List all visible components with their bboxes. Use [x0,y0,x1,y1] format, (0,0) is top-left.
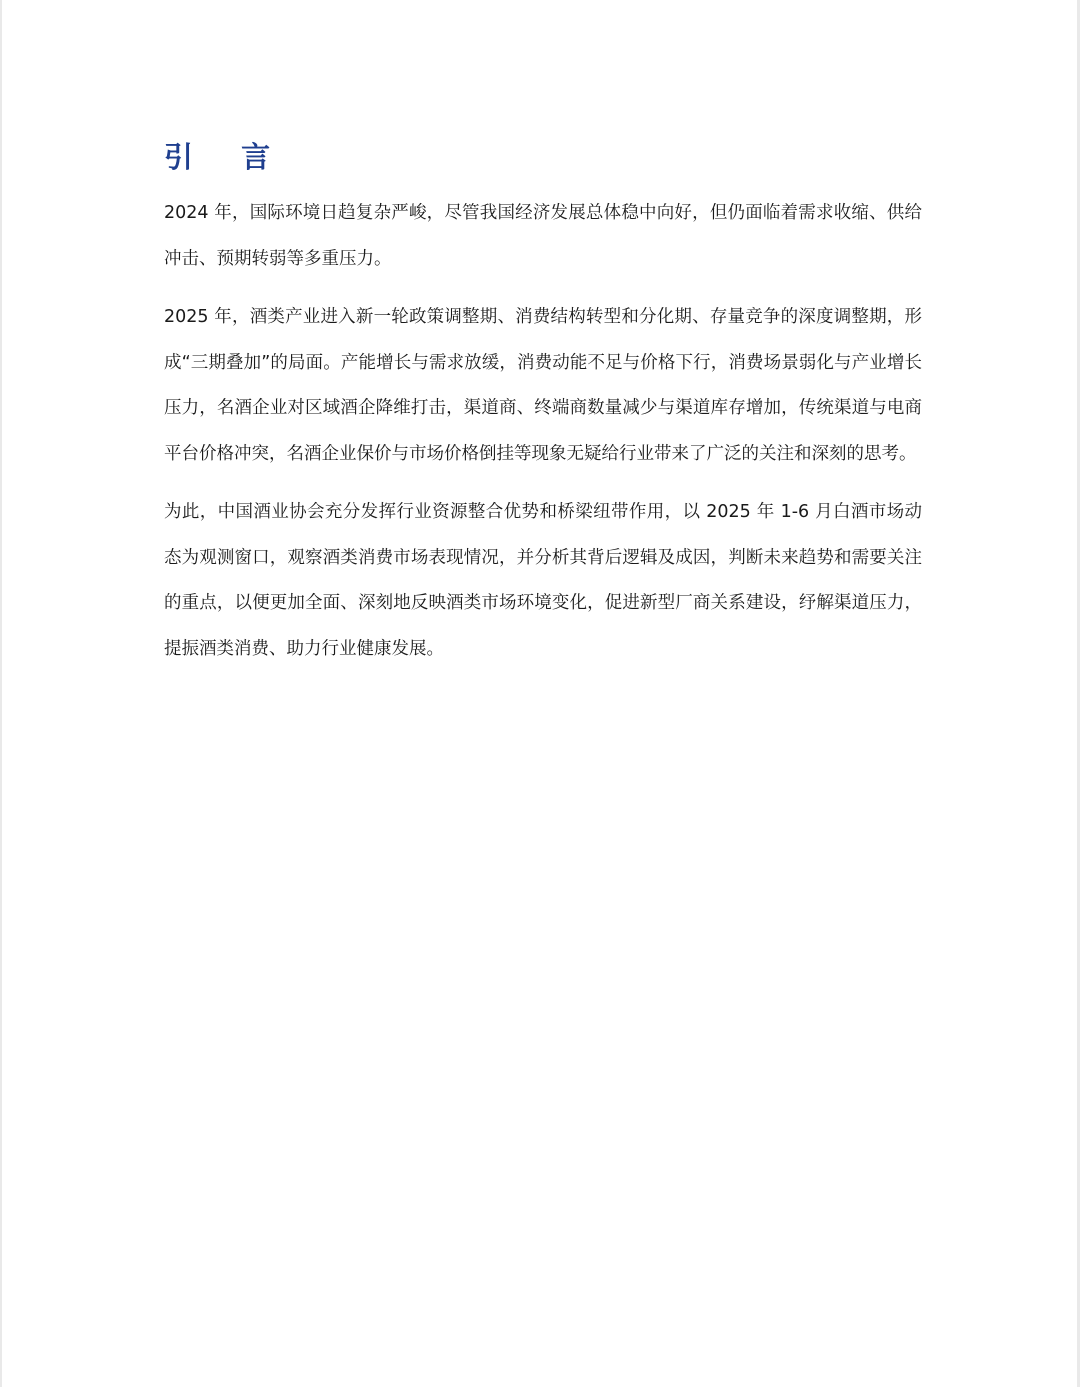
document-page [2,0,1077,1387]
section-heading: 引 言 [164,140,290,174]
paragraph-1: 2024 年，国际环境日趋复杂严峻，尽管我国经济发展总体稳中向好，但仍面临着需求收缩、供给冲击、预期转弱等多重压力。 [164,203,922,269]
paragraph-2: 2025 年，酒类产业进入新一轮政策调整期、消费结构转型和分化期、存量竞争的深度调整期，形成“三期叠加”的局面。产能增长与需求放缓，消费动能不足与价格下行，消费场景弱化与产业增长压力，名酒企业对区域酒企降维打击，渠道商、终端商数量减少与渠道库存增加，传统渠道与电商平台价格冲突，名酒企业保价与市场价格倒挂等现象无疑给行业带来了广泛的关注和深刻的思考。 [164,307,922,464]
paragraph-3: 为此，中国酒业协会充分发挥行业资源整合优势和桥梁纽带作用，以 2025 年 1-6 月白酒市场动态为观测窗口，观察酒类消费市场表现情况，并分析其背后逻辑及成因，判断未来趋势和需要关注的重点，以便更加全面、深刻地反映酒类市场环境变化，促进新型厂商关系建设，纾解渠道压力，提振酒类消费、助力行业健康发展。 [164,502,922,659]
introduction-section [164,133,922,685]
